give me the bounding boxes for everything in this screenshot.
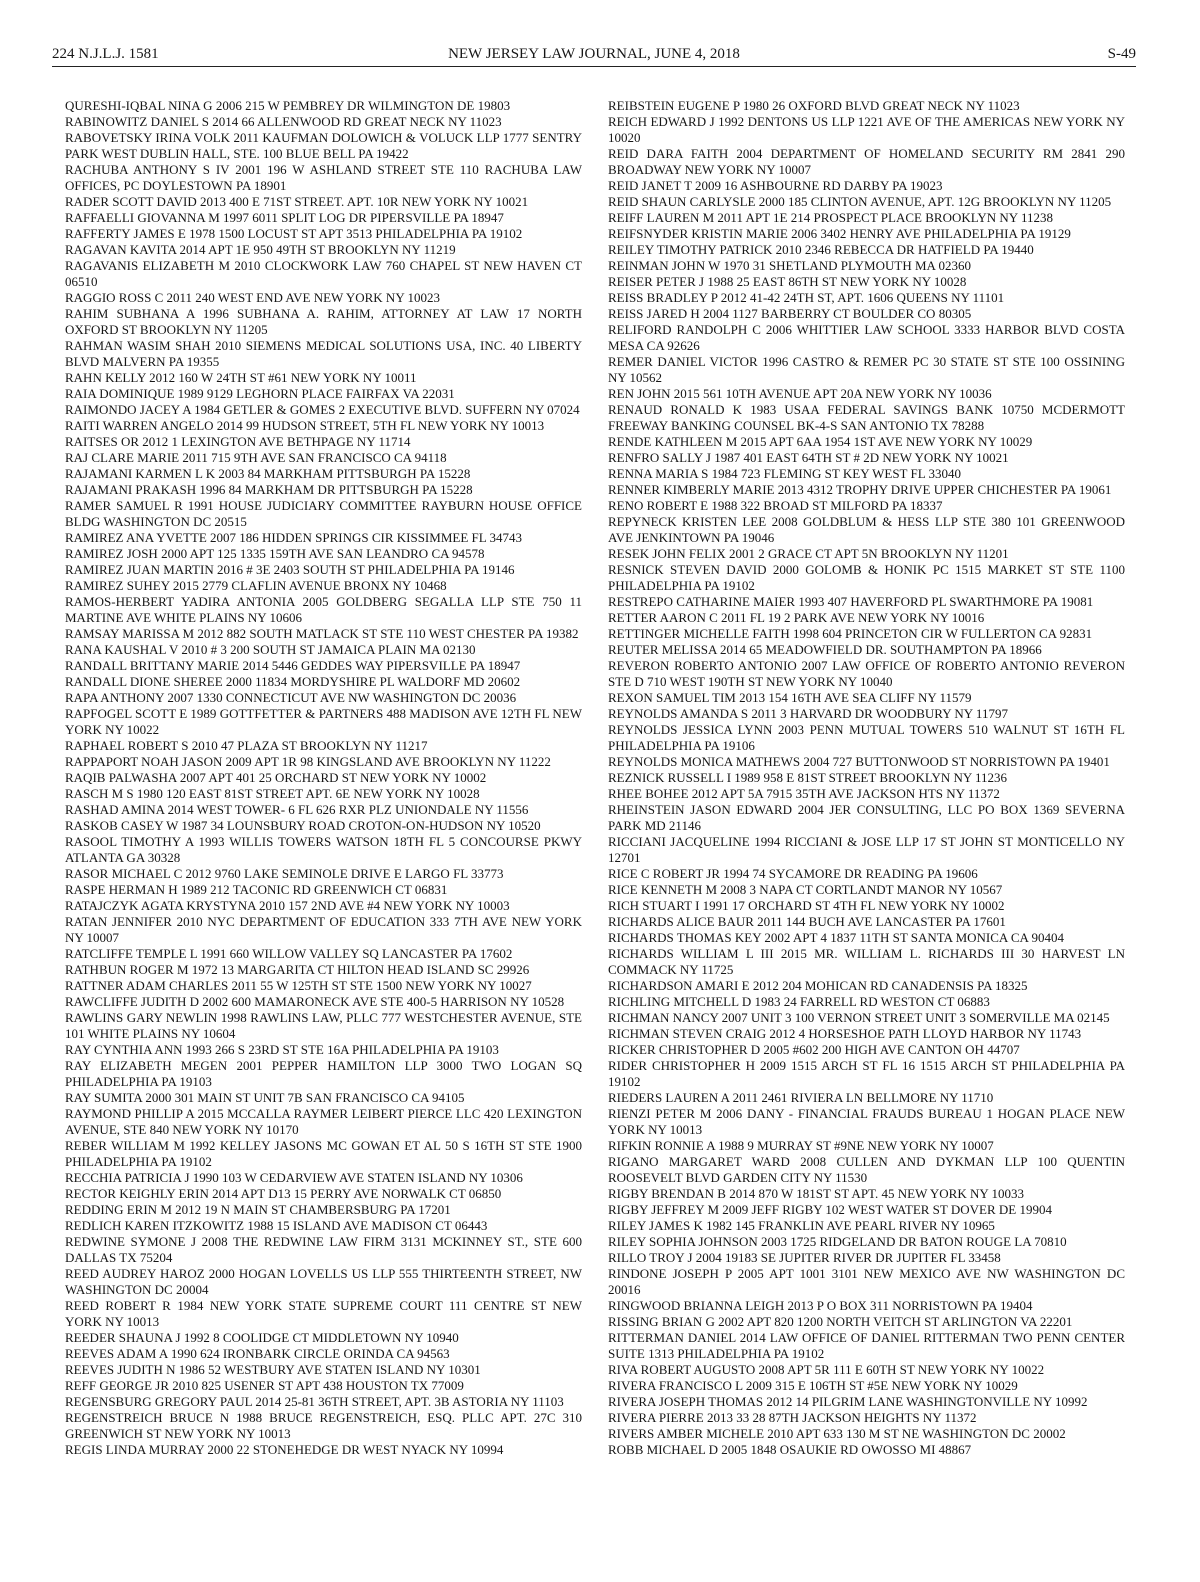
directory-entry: RAMOS-HERBERT YADIRA ANTONIA 2005 GOLDBERG SEGALLA LLP STE 750 11 MARTINE AVE WHITE PLAINS NY 10606 <box>65 594 582 625</box>
directory-entry: RISSING BRIAN G 2002 APT 820 1200 NORTH VEITCH ST ARLINGTON VA 22201 <box>608 1314 1073 1329</box>
directory-entry: REYNOLDS MONICA MATHEWS 2004 727 BUTTONWOOD ST NORRISTOWN PA 19401 <box>608 754 1110 769</box>
directory-entry: RAMIREZ ANA YVETTE 2007 186 HIDDEN SPRINGS CIR KISSIMMEE FL 34743 <box>65 530 522 545</box>
directory-entry: RILEY SOPHIA JOHNSON 2003 1725 RIDGELAND DR BATON ROUGE LA 70810 <box>608 1234 1067 1249</box>
directory-entry: RIEDERS LAUREN A 2011 2461 RIVIERA LN BELLMORE NY 11710 <box>608 1090 994 1105</box>
directory-entry: RAPFOGEL SCOTT E 1989 GOTTFETTER & PARTNERS 488 MADISON AVE 12TH FL NEW YORK NY 10022 <box>65 706 582 737</box>
header-citation: 224 N.J.L.J. 1581 <box>52 46 159 62</box>
directory-entry: RAFFERTY JAMES E 1978 1500 LOCUST ST APT 3513 PHILADELPHIA PA 19102 <box>65 226 523 241</box>
right-column <box>608 98 1125 1458</box>
directory-entry: RAIMONDO JACEY A 1984 GETLER & GOMES 2 EXECUTIVE BLVD. SUFFERN NY 07024 <box>65 402 580 417</box>
header-page-number: S-49 <box>1107 46 1136 62</box>
directory-entry: RICCIANI JACQUELINE 1994 RICCIANI & JOSE LLP 17 ST JOHN ST MONTICELLO NY 12701 <box>608 834 1125 865</box>
directory-entry: RAPA ANTHONY 2007 1330 CONNECTICUT AVE NW WASHINGTON DC 20036 <box>65 690 517 705</box>
directory-entry: RICHARDSON AMARI E 2012 204 MOHICAN RD CANADENSIS PA 18325 <box>608 978 1028 993</box>
directory-entry: RIFKIN RONNIE A 1988 9 MURRAY ST #9NE NEW YORK NY 10007 <box>608 1138 994 1153</box>
directory-entry: RAMIREZ JUAN MARTIN 2016 # 3E 2403 SOUTH ST PHILADELPHIA PA 19146 <box>65 562 515 577</box>
directory-entry: RANDALL BRITTANY MARIE 2014 5446 GEDDES WAY PIPERSVILLE PA 18947 <box>65 658 521 673</box>
directory-entry: RIDER CHRISTOPHER H 2009 1515 ARCH ST FL 16 1515 ARCH ST PHILADELPHIA PA 19102 <box>608 1058 1125 1089</box>
directory-entry: RHEINSTEIN JASON EDWARD 2004 JER CONSULTING, LLC PO BOX 1369 SEVERNA PARK MD 21146 <box>608 802 1125 833</box>
directory-entry: RETTER AARON C 2011 FL 19 2 PARK AVE NEW YORK NY 10016 <box>608 610 985 625</box>
directory-entry: RIVERA JOSEPH THOMAS 2012 14 PILGRIM LANE WASHINGTONVILLE NY 10992 <box>608 1394 1088 1409</box>
directory-entry: RICE C ROBERT JR 1994 74 SYCAMORE DR READING PA 19606 <box>608 866 978 881</box>
directory-entry: RAMSAY MARISSA M 2012 882 SOUTH MATLACK ST STE 110 WEST CHESTER PA 19382 <box>65 626 579 641</box>
directory-entry: REDLICH KAREN ITZKOWITZ 1988 15 ISLAND AVE MADISON CT 06443 <box>65 1218 488 1233</box>
directory-entry: REXON SAMUEL TIM 2013 154 16TH AVE SEA CLIFF NY 11579 <box>608 690 972 705</box>
directory-entry: RHEE BOHEE 2012 APT 5A 7915 35TH AVE JACKSON HTS NY 11372 <box>608 786 1000 801</box>
directory-entry: REIBSTEIN EUGENE P 1980 26 OXFORD BLVD GREAT NECK NY 11023 <box>608 98 1020 113</box>
directory-entry: RENO ROBERT E 1988 322 BROAD ST MILFORD PA 18337 <box>608 498 943 513</box>
directory-entry: RABOVETSKY IRINA VOLK 2011 KAUFMAN DOLOWICH & VOLUCK LLP 1777 SENTRY PARK WEST DUBLIN HALL, STE. 100 BLUE BELL PA 19422 <box>65 130 582 161</box>
directory-entry: REDDING ERIN M 2012 19 N MAIN ST CHAMBERSBURG PA 17201 <box>65 1202 451 1217</box>
directory-entry: REID DARA FAITH 2004 DEPARTMENT OF HOMELAND SECURITY RM 2841 290 BROADWAY NEW YORK NY 10007 <box>608 146 1125 177</box>
directory-entry: RIVA ROBERT AUGUSTO 2008 APT 5R 111 E 60TH ST NEW YORK NY 10022 <box>608 1362 1045 1377</box>
directory-entry: RICHLING MITCHELL D 1983 24 FARRELL RD WESTON CT 06883 <box>608 994 990 1009</box>
directory-entry: REIFF LAUREN M 2011 APT 1E 214 PROSPECT PLACE BROOKLYN NY 11238 <box>608 210 1053 225</box>
directory-entry: REISER PETER J 1988 25 EAST 86TH ST NEW YORK NY 10028 <box>608 274 967 289</box>
directory-entry: RINDONE JOSEPH P 2005 APT 1001 3101 NEW MEXICO AVE NW WASHINGTON DC 20016 <box>608 1266 1125 1297</box>
directory-entry: REN JOHN 2015 561 10TH AVENUE APT 20A NEW YORK NY 10036 <box>608 386 992 401</box>
directory-entry: RESEK JOHN FELIX 2001 2 GRACE CT APT 5N BROOKLYN NY 11201 <box>608 546 1009 561</box>
directory-entry: REGENSBURG GREGORY PAUL 2014 25-81 36TH STREET, APT. 3B ASTORIA NY 11103 <box>65 1394 564 1409</box>
left-column <box>65 98 582 1458</box>
directory-entry: RILLO TROY J 2004 19183 SE JUPITER RIVER DR JUPITER FL 33458 <box>608 1250 1001 1265</box>
directory-entry: REILEY TIMOTHY PATRICK 2010 2346 REBECCA DR HATFIELD PA 19440 <box>608 242 1034 257</box>
directory-entry: RICH STUART I 1991 17 ORCHARD ST 4TH FL NEW YORK NY 10002 <box>608 898 1005 913</box>
directory-entry: REED AUDREY HAROZ 2000 HOGAN LOVELLS US LLP 555 THIRTEENTH STREET, NW WASHINGTON DC 20004 <box>65 1266 582 1297</box>
directory-entry: REMER DANIEL VICTOR 1996 CASTRO & REMER PC 30 STATE ST STE 100 OSSINING NY 10562 <box>608 354 1125 385</box>
directory-entry: RAGAVAN KAVITA 2014 APT 1E 950 49TH ST BROOKLYN NY 11219 <box>65 242 456 257</box>
directory-entry: REINMAN JOHN W 1970 31 SHETLAND PLYMOUTH MA 02360 <box>608 258 971 273</box>
directory-entry: RANA KAUSHAL V 2010 # 3 200 SOUTH ST JAMAICA PLAIN MA 02130 <box>65 642 476 657</box>
directory-entry: RIENZI PETER M 2006 DANY - FINANCIAL FRAUDS BUREAU 1 HOGAN PLACE NEW YORK NY 10013 <box>608 1106 1125 1137</box>
directory-entry: RATAJCZYK AGATA KRYSTYNA 2010 157 2ND AVE #4 NEW YORK NY 10003 <box>65 898 510 913</box>
directory-entry: RAWLINS GARY NEWLIN 1998 RAWLINS LAW, PLLC 777 WESTCHESTER AVENUE, STE 101 WHITE PLAINS NY 10604 <box>65 1010 582 1041</box>
directory-entry: RENFRO SALLY J 1987 401 EAST 64TH ST # 2D NEW YORK NY 10021 <box>608 450 1009 465</box>
directory-entry: RAHIM SUBHANA A 1996 SUBHANA A. RAHIM, ATTORNEY AT LAW 17 NORTH OXFORD ST BROOKLYN NY 11205 <box>65 306 582 337</box>
directory-entry: RESNICK STEVEN DAVID 2000 GOLOMB & HONIK PC 1515 MARKET ST STE 1100 PHILADELPHIA PA 19102 <box>608 562 1125 593</box>
directory-entry: REED ROBERT R 1984 NEW YORK STATE SUPREME COURT 111 CENTRE ST NEW YORK NY 10013 <box>65 1298 582 1329</box>
directory-entry: RINGWOOD BRIANNA LEIGH 2013 P O BOX 311 NORRISTOWN PA 19404 <box>608 1298 1033 1313</box>
directory-entry: REYNOLDS AMANDA S 2011 3 HARVARD DR WOODBURY NY 11797 <box>608 706 1008 721</box>
directory-entry: RICHARDS WILLIAM L III 2015 MR. WILLIAM L. RICHARDS III 30 HARVEST LN COMMACK NY 11725 <box>608 946 1125 977</box>
directory-entry: RAY CYNTHIA ANN 1993 266 S 23RD ST STE 16A PHILADELPHIA PA 19103 <box>65 1042 499 1057</box>
directory-entry: RAGAVANIS ELIZABETH M 2010 CLOCKWORK LAW 760 CHAPEL ST NEW HAVEN CT 06510 <box>65 258 582 289</box>
directory-entry: RENNA MARIA S 1984 723 FLEMING ST KEY WEST FL 33040 <box>608 466 961 481</box>
directory-entry: RASCH M S 1980 120 EAST 81ST STREET APT. 6E NEW YORK NY 10028 <box>65 786 480 801</box>
directory-entry: RAGGIO ROSS C 2011 240 WEST END AVE NEW YORK NY 10023 <box>65 290 440 305</box>
directory-entry: RICHARDS ALICE BAUR 2011 144 BUCH AVE LANCASTER PA 17601 <box>608 914 1006 929</box>
directory-entry: RETTINGER MICHELLE FAITH 1998 604 PRINCETON CIR W FULLERTON CA 92831 <box>608 626 1093 641</box>
directory-entry: RASHAD AMINA 2014 WEST TOWER- 6 FL 626 RXR PLZ UNIONDALE NY 11556 <box>65 802 529 817</box>
running-header <box>52 44 1136 66</box>
directory-entry: RACHUBA ANTHONY S IV 2001 196 W ASHLAND STREET STE 110 RACHUBA LAW OFFICES, PC DOYLESTOWN PA 18901 <box>65 162 582 193</box>
directory-entry: RESTREPO CATHARINE MAIER 1993 407 HAVERFORD PL SWARTHMORE PA 19081 <box>608 594 1094 609</box>
directory-entry: RICE KENNETH M 2008 3 NAPA CT CORTLANDT MANOR NY 10567 <box>608 882 1003 897</box>
directory-entry: REGENSTREICH BRUCE N 1988 BRUCE REGENSTREICH, ESQ. PLLC APT. 27C 310 GREENWICH ST NEW YORK NY 10013 <box>65 1410 582 1441</box>
directory-entry: RIGBY JEFFREY M 2009 JEFF RIGBY 102 WEST WATER ST DOVER DE 19904 <box>608 1202 1052 1217</box>
directory-entry: RICHMAN NANCY 2007 UNIT 3 100 VERNON STREET UNIT 3 SOMERVILLE MA 02145 <box>608 1010 1110 1025</box>
directory-entry: RAJAMANI KARMEN L K 2003 84 MARKHAM PITTSBURGH PA 15228 <box>65 466 471 481</box>
directory-entry: RANDALL DIONE SHEREE 2000 11834 MORDYSHIRE PL WALDORF MD 20602 <box>65 674 521 689</box>
directory-entry: RATAN JENNIFER 2010 NYC DEPARTMENT OF EDUCATION 333 7TH AVE NEW YORK NY 10007 <box>65 914 582 945</box>
directory-entry: QURESHI-IQBAL NINA G 2006 215 W PEMBREY DR WILMINGTON DE 19803 <box>65 98 511 113</box>
directory-entry: RITTERMAN DANIEL 2014 LAW OFFICE OF DANIEL RITTERMAN TWO PENN CENTER SUITE 1313 PHILADELPHIA PA 19102 <box>608 1330 1125 1361</box>
directory-entry: RAPHAEL ROBERT S 2010 47 PLAZA ST BROOKLYN NY 11217 <box>65 738 428 753</box>
directory-entry: RASKOB CASEY W 1987 34 LOUNSBURY ROAD CROTON-ON-HUDSON NY 10520 <box>65 818 541 833</box>
directory-entry: RAHN KELLY 2012 160 W 24TH ST #61 NEW YORK NY 10011 <box>65 370 417 385</box>
directory-entry: RELIFORD RANDOLPH C 2006 WHITTIER LAW SCHOOL 3333 HARBOR BLVD COSTA MESA CA 92626 <box>608 322 1125 353</box>
directory-entry: REID JANET T 2009 16 ASHBOURNE RD DARBY PA 19023 <box>608 178 943 193</box>
directory-entry: RAHMAN WASIM SHAH 2010 SIEMENS MEDICAL SOLUTIONS USA, INC. 40 LIBERTY BLVD MALVERN PA 19355 <box>65 338 582 369</box>
directory-entry: RASOR MICHAEL C 2012 9760 LAKE SEMINOLE DRIVE E LARGO FL 33773 <box>65 866 504 881</box>
directory-entry: REGIS LINDA MURRAY 2000 22 STONEHEDGE DR WEST NYACK NY 10994 <box>65 1442 504 1457</box>
directory-entry: RIVERA FRANCISCO L 2009 315 E 106TH ST #5E NEW YORK NY 10029 <box>608 1378 1018 1393</box>
directory-entry: REEVES ADAM A 1990 624 IRONBARK CIRCLE ORINDA CA 94563 <box>65 1346 450 1361</box>
directory-entry: RILEY JAMES K 1982 145 FRANKLIN AVE PEARL RIVER NY 10965 <box>608 1218 995 1233</box>
directory-entry: RAJ CLARE MARIE 2011 715 9TH AVE SAN FRANCISCO CA 94118 <box>65 450 447 465</box>
directory-entry: RICKER CHRISTOPHER D 2005 #602 200 HIGH AVE CANTON OH 44707 <box>608 1042 1020 1057</box>
directory-entry: RADER SCOTT DAVID 2013 400 E 71ST STREET. APT. 10R NEW YORK NY 10021 <box>65 194 529 209</box>
directory-entry: RAPPAPORT NOAH JASON 2009 APT 1R 98 KINGSLAND AVE BROOKLYN NY 11222 <box>65 754 551 769</box>
directory-entry: RICHMAN STEVEN CRAIG 2012 4 HORSESHOE PATH LLOYD HARBOR NY 11743 <box>608 1026 1082 1041</box>
directory-entry: RENNER KIMBERLY MARIE 2013 4312 TROPHY DRIVE UPPER CHICHESTER PA 19061 <box>608 482 1112 497</box>
directory-entry: REPYNECK KRISTEN LEE 2008 GOLDBLUM & HESS LLP STE 380 101 GREENWOOD AVE JENKINTOWN PA 19046 <box>608 514 1125 545</box>
directory-entry: REID SHAUN CARLYSLE 2000 185 CLINTON AVENUE, APT. 12G BROOKLYN NY 11205 <box>608 194 1112 209</box>
directory-entry: RENAUD RONALD K 1983 USAA FEDERAL SAVINGS BANK 10750 MCDERMOTT FREEWAY BANKING COUNSEL BK-4-S SAN ANTONIO TX 78288 <box>608 402 1125 433</box>
directory-entry: RAMIREZ JOSH 2000 APT 125 1335 159TH AVE SAN LEANDRO CA 94578 <box>65 546 485 561</box>
directory-entry: RAY SUMITA 2000 301 MAIN ST UNIT 7B SAN FRANCISCO CA 94105 <box>65 1090 465 1105</box>
directory-entry: REBER WILLIAM M 1992 KELLEY JASONS MC GOWAN ET AL 50 S 16TH ST STE 1900 PHILADELPHIA PA 19102 <box>65 1138 582 1169</box>
directory-entry: RAWCLIFFE JUDITH D 2002 600 MAMARONECK AVE STE 400-5 HARRISON NY 10528 <box>65 994 565 1009</box>
directory-entry: REICH EDWARD J 1992 DENTONS US LLP 1221 AVE OF THE AMERICAS NEW YORK NY 10020 <box>608 114 1125 145</box>
directory-entry: RAMIREZ SUHEY 2015 2779 CLAFLIN AVENUE BRONX NY 10468 <box>65 578 447 593</box>
directory-entry: REUTER MELISSA 2014 65 MEADOWFIELD DR. SOUTHAMPTON PA 18966 <box>608 642 1042 657</box>
directory-entry: RAIA DOMINIQUE 1989 9129 LEGHORN PLACE FAIRFAX VA 22031 <box>65 386 455 401</box>
directory-entry: RAFFAELLI GIOVANNA M 1997 6011 SPLIT LOG DR PIPERSVILLE PA 18947 <box>65 210 504 225</box>
directory-entry: REFF GEORGE JR 2010 825 USENER ST APT 438 HOUSTON TX 77009 <box>65 1378 464 1393</box>
directory-entry: RAY ELIZABETH MEGEN 2001 PEPPER HAMILTON LLP 3000 TWO LOGAN SQ PHILADELPHIA PA 19103 <box>65 1058 582 1089</box>
directory-entry: REIFSNYDER KRISTIN MARIE 2006 3402 HENRY AVE PHILADELPHIA PA 19129 <box>608 226 1071 241</box>
directory-entry: RIGANO MARGARET WARD 2008 CULLEN AND DYKMAN LLP 100 QUENTIN ROOSEVELT BLVD GARDEN CITY NY 11530 <box>608 1154 1125 1185</box>
directory-entry: RICHARDS THOMAS KEY 2002 APT 4 1837 11TH ST SANTA MONICA CA 90404 <box>608 930 1064 945</box>
directory-entry: RASPE HERMAN H 1989 212 TACONIC RD GREENWICH CT 06831 <box>65 882 448 897</box>
directory-entry: RATTNER ADAM CHARLES 2011 55 W 125TH ST STE 1500 NEW YORK NY 10027 <box>65 978 532 993</box>
directory-entry: REISS JARED H 2004 1127 BARBERRY CT BOULDER CO 80305 <box>608 306 972 321</box>
directory-entry: RAMER SAMUEL R 1991 HOUSE JUDICIARY COMMITTEE RAYBURN HOUSE OFFICE BLDG WASHINGTON DC 20515 <box>65 498 582 529</box>
directory-entry: RAITSES OR 2012 1 LEXINGTON AVE BETHPAGE NY 11714 <box>65 434 411 449</box>
directory-entry: REEVES JUDITH N 1986 52 WESTBURY AVE STATEN ISLAND NY 10301 <box>65 1362 481 1377</box>
directory-entry: REDWINE SYMONE J 2008 THE REDWINE LAW FIRM 3131 MCKINNEY ST., STE 600 DALLAS TX 75204 <box>65 1234 582 1265</box>
header-rule <box>52 66 1136 67</box>
directory-entry: RIGBY BRENDAN B 2014 870 W 181ST ST APT. 45 NEW YORK NY 10033 <box>608 1186 1025 1201</box>
directory-entry: RECTOR KEIGHLY ERIN 2014 APT D13 15 PERRY AVE NORWALK CT 06850 <box>65 1186 502 1201</box>
directory-entry: RENDE KATHLEEN M 2015 APT 6AA 1954 1ST AVE NEW YORK NY 10029 <box>608 434 1033 449</box>
directory-entry: RAYMOND PHILLIP A 2015 MCCALLA RAYMER LEIBERT PIERCE LLC 420 LEXINGTON AVENUE, STE 840 NEW YORK NY 10170 <box>65 1106 582 1137</box>
directory-entry: RAITI WARREN ANGELO 2014 99 HUDSON STREET, 5TH FL NEW YORK NY 10013 <box>65 418 545 433</box>
header-publication: NEW JERSEY LAW JOURNAL, JUNE 4, 2018 <box>448 46 740 62</box>
directory-entry: RECCHIA PATRICIA J 1990 103 W CEDARVIEW AVE STATEN ISLAND NY 10306 <box>65 1170 523 1185</box>
directory-entry: RIVERS AMBER MICHELE 2010 APT 633 130 M ST NE WASHINGTON DC 20002 <box>608 1426 1066 1441</box>
directory-entry: REISS BRADLEY P 2012 41-42 24TH ST, APT. 1606 QUEENS NY 11101 <box>608 290 1005 305</box>
directory-entry: REYNOLDS JESSICA LYNN 2003 PENN MUTUAL TOWERS 510 WALNUT ST 16TH FL PHILADELPHIA PA 19106 <box>608 722 1125 753</box>
directory-entry: ROBB MICHAEL D 2005 1848 OSAUKIE RD OWOSSO MI 48867 <box>608 1442 972 1457</box>
directory-entry: RASOOL TIMOTHY A 1993 WILLIS TOWERS WATSON 18TH FL 5 CONCOURSE PKWY ATLANTA GA 30328 <box>65 834 582 865</box>
directory-entry: RIVERA PIERRE 2013 33 28 87TH JACKSON HEIGHTS NY 11372 <box>608 1410 977 1425</box>
directory-entry: REVERON ROBERTO ANTONIO 2007 LAW OFFICE OF ROBERTO ANTONIO REVERON STE D 710 WEST 190TH ST NEW YORK NY 10040 <box>608 658 1125 689</box>
directory-entry: RATCLIFFE TEMPLE L 1991 660 WILLOW VALLEY SQ LANCASTER PA 17602 <box>65 946 513 961</box>
directory-entry: RATHBUN ROGER M 1972 13 MARGARITA CT HILTON HEAD ISLAND SC 29926 <box>65 962 530 977</box>
directory-entry: RAJAMANI PRAKASH 1996 84 MARKHAM DR PITTSBURGH PA 15228 <box>65 482 473 497</box>
directory-entry: RABINOWITZ DANIEL S 2014 66 ALLENWOOD RD GREAT NECK NY 11023 <box>65 114 502 129</box>
directory-entry: REEDER SHAUNA J 1992 8 COOLIDGE CT MIDDLETOWN NY 10940 <box>65 1330 459 1345</box>
directory-entry: REZNICK RUSSELL I 1989 958 E 81ST STREET BROOKLYN NY 11236 <box>608 770 1008 785</box>
directory-entry: RAQIB PALWASHA 2007 APT 401 25 ORCHARD ST NEW YORK NY 10002 <box>65 770 487 785</box>
